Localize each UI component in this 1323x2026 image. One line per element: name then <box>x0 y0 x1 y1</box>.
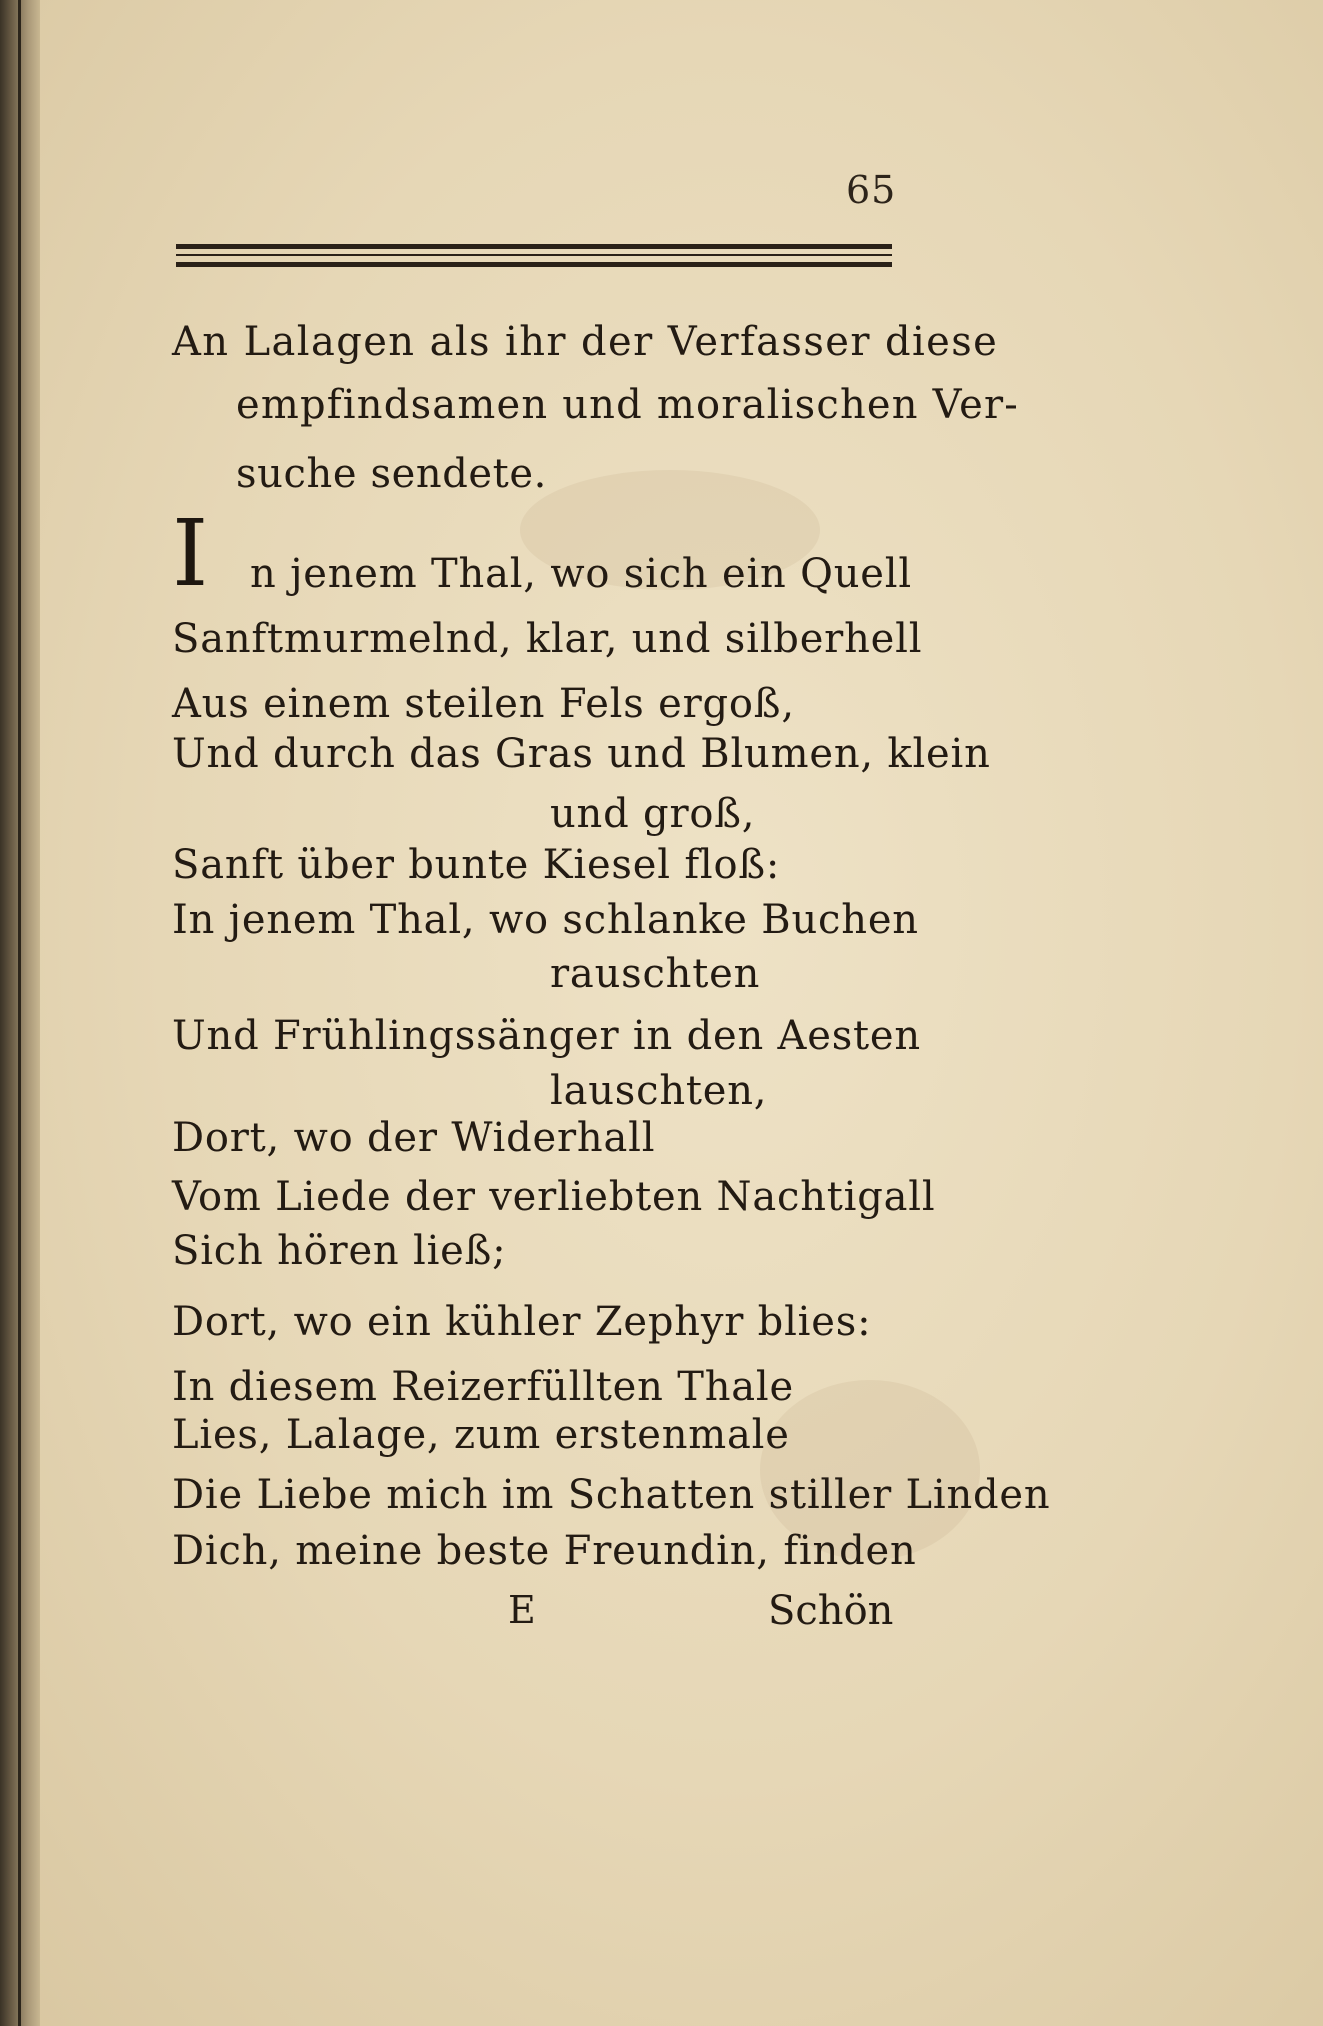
header-rule <box>176 244 892 249</box>
binding-edge <box>18 0 21 2026</box>
poem-line: und groß, <box>550 791 756 837</box>
poem-line: In jenem Thal, wo schlanke Buchen <box>172 897 919 943</box>
heading-line: empfindsamen und moralischen Ver- <box>236 382 1019 428</box>
poem-line: Dort, wo ein kühler Zephyr blies: <box>172 1299 872 1345</box>
poem-line: In diesem Reizerfüllten Thale <box>172 1364 794 1410</box>
poem-line: Sanft über bunte Kiesel floß: <box>172 842 781 888</box>
header-rule <box>176 254 892 256</box>
poem-line: n jenem Thal, wo sich ein Quell <box>250 551 912 597</box>
heading-line: An Lalagen als ihr der Verfasser diese <box>172 319 999 365</box>
poem-line: Dort, wo der Widerhall <box>172 1115 656 1161</box>
header-rule <box>176 262 892 267</box>
poem-line: Vom Liede der verliebten Nachtigall <box>172 1174 936 1220</box>
poem-line: Aus einem steilen Fels ergoß, <box>172 681 795 727</box>
poem-line: Die Liebe mich im Schatten stiller Linden <box>172 1472 1051 1518</box>
poem-line: Sich hören ließ; <box>172 1228 507 1274</box>
poem-line: Und durch das Gras und Blumen, klein <box>172 731 991 777</box>
catchword: Schön <box>768 1588 894 1634</box>
poem-line: Sanftmurmelnd, klar, und silberhell <box>172 616 923 662</box>
poem-line: Lies, Lalage, zum erstenmale <box>172 1412 790 1458</box>
poem-line: Dich, meine beste Freundin, finden <box>172 1528 917 1574</box>
poem-line: Und Frühlingssänger in den Aesten <box>172 1013 921 1059</box>
signature-mark: E <box>508 1588 536 1632</box>
page-number: 65 <box>846 168 897 212</box>
initial-letter: I <box>172 500 209 607</box>
poem-line: rauschten <box>550 951 761 997</box>
poem-line: lauschten, <box>550 1068 768 1114</box>
heading-line: suche sendete. <box>236 451 547 497</box>
